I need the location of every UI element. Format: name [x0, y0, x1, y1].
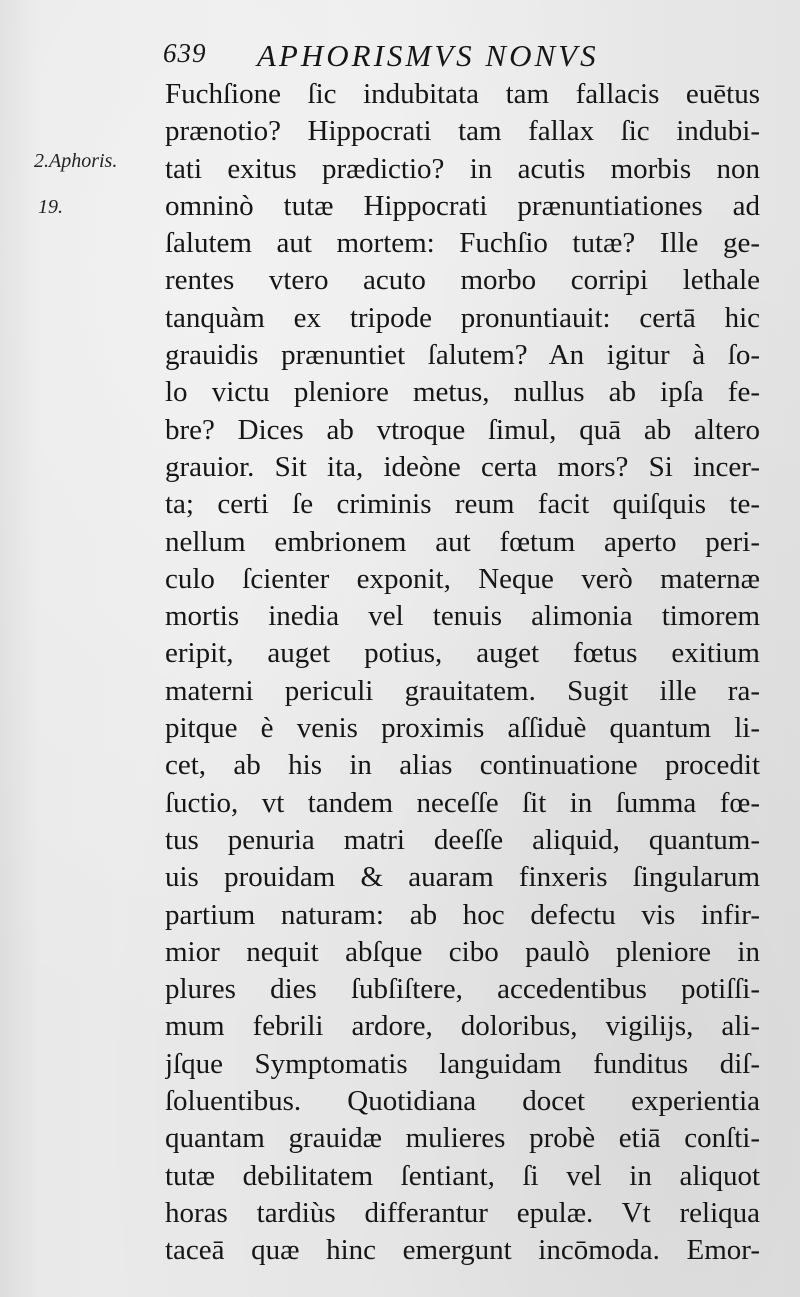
text-line: rentes vtero acuto morbo corripi lethale — [165, 264, 760, 297]
text-line: pitque è venis proximis aſſiduè quantum li- — [165, 712, 760, 745]
text-line: taceā quæ hinc emergunt incōmoda. Emor- — [165, 1234, 760, 1267]
text-line: eripit, auget potius, auget fœtus exitium — [165, 637, 760, 670]
text-line: nellum embrionem aut fœtum aperto peri- — [165, 525, 760, 558]
text-line: prænotio? Hippocrati tam fallax ſic indubi- — [165, 115, 760, 148]
text-line: uis prouidam & auaram finxeris ſingularum — [165, 861, 760, 894]
text-line: bre? Dices ab vtroque ſimul, quā ab altero — [165, 413, 760, 446]
text-line: mior nequit abſque cibo paulò pleniore in — [165, 935, 760, 968]
text-line: grauidis prænuntiet ſalutem? An igitur à ſo- — [165, 339, 760, 372]
body-text — [165, 76, 760, 1270]
running-title: APHORISMVS NONVS — [257, 38, 599, 73]
text-line: tus penuria matri deeſſe aliquid, quantum- — [165, 823, 760, 856]
text-line: partium naturam: ab hoc defectu vis infir- — [165, 898, 760, 931]
text-line: cet, ab his in alias continuatione procedit — [165, 749, 760, 782]
text-line: mortis inedia vel tenuis alimonia timorem — [165, 600, 760, 633]
text-line: horas tardiùs differantur epulæ. Vt reliqua — [165, 1196, 760, 1229]
text-line: grauior. Sit ita, ideòne certa mors? Si incer- — [165, 450, 760, 483]
text-line: materni periculi grauitatem. Sugit ille ra- — [165, 674, 760, 707]
text-line: ta; certi ſe criminis reum facit quiſquis te- — [165, 488, 760, 521]
margin-note-number: 19. — [38, 196, 63, 218]
text-line: ſuctio, vt tandem neceſſe ſit in ſumma fœ- — [165, 786, 760, 819]
text-line: jſque Symptomatis languidam funditus diſ- — [165, 1047, 760, 1080]
text-line: lo victu pleniore metus, nullus ab ipſa fe- — [165, 376, 760, 409]
page-number: 639 — [163, 38, 207, 68]
text-line: culo ſcienter exponit, Neque verò maternæ — [165, 562, 760, 595]
text-line: tutæ debilitatem ſentiant, ſi vel in aliquot — [165, 1159, 760, 1192]
text-line: ſoluentibus. Quotidiana docet experientia — [165, 1085, 760, 1118]
text-line: plures dies ſubſiſtere, accedentibus potiſſi- — [165, 973, 760, 1006]
text-line: omninò tutæ Hippocrati prænuntiationes ad — [165, 189, 760, 222]
text-line: mum febrili ardore, doloribus, vigilijs, ali- — [165, 1010, 760, 1043]
text-line: Fuchſione ſic indubitata tam fallacis euētus — [165, 78, 760, 110]
text-line: tati exitus prædictio? in acutis morbis non — [165, 152, 760, 185]
margin-note-aphorism-ref: 2.Aphoris. — [34, 150, 118, 172]
text-line: ſalutem aut mortem: Fuchſio tutæ? Ille ge- — [165, 227, 760, 260]
text-line: quantam grauidæ mulieres probè etiā conſti- — [165, 1122, 760, 1155]
text-line: tanquàm ex tripode pronuntiauit: certā hic — [165, 301, 760, 334]
